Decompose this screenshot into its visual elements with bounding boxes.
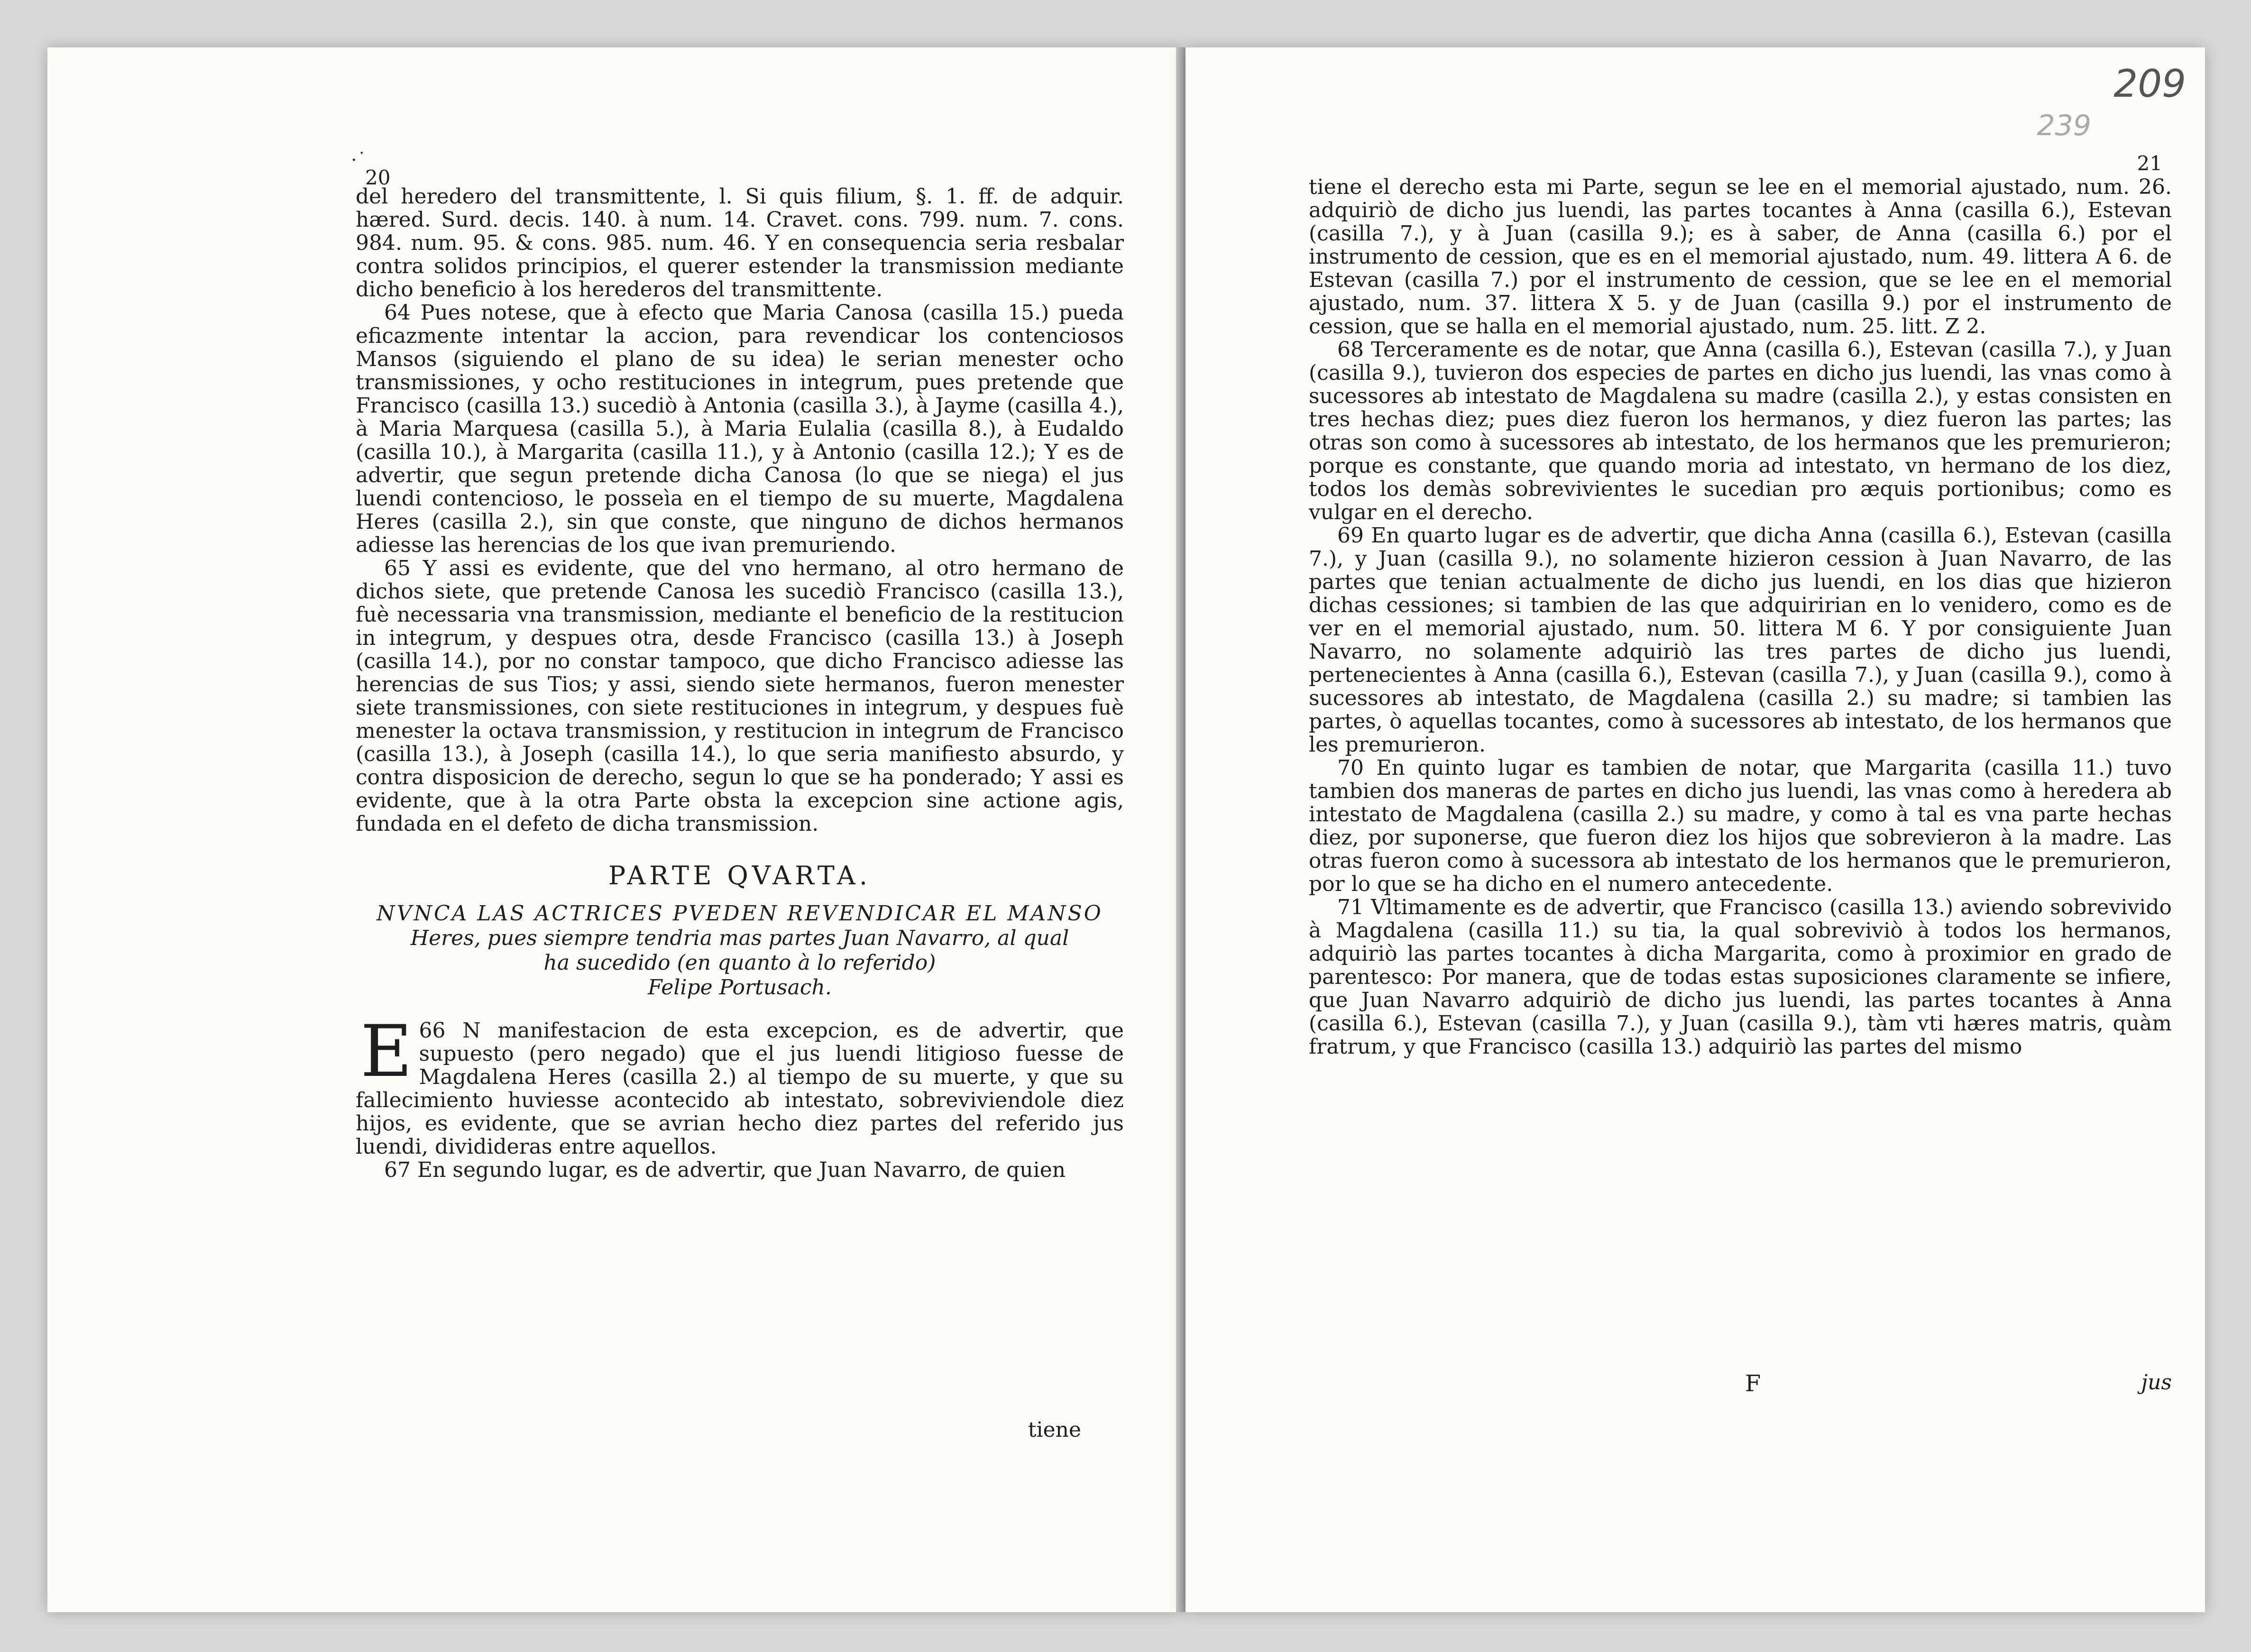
heading-line-2: Heres, pues siempre tendria mas partes Juan Navarro, al qual (410, 926, 1069, 950)
right-text-area (1309, 142, 2172, 1058)
paragraph-67: 67 En segundo lugar, es de advertir, que Juan Navarro, de quien (384, 1158, 1066, 1182)
left-page-number: 20 (365, 166, 391, 189)
paragraph-64: 64 Pues notese, que à efecto que Maria Canosa (casilla 15.) pueda eficazmente intentar la accion, para revendicar los contenciosos Mansos (siguiendo el plano de su idea) le serian menester ocho transmissiones, y ocho restituciones in integrum, pues pretende que Francisco (casilla 13.) sucediò à Antonia (casilla 3.), à Jayme (casilla 4.), à Maria Marquesa (casilla 5.), à Maria Eulalia (casilla 8.), à Eudaldo (casilla 10.), à Margarita (casilla 11.), y à Antonio (casilla 12.); Y es de advertir, que segun pretende dicha Canosa (lo que se niega) el jus luendi contencioso, le posseìa en el tiempo de su muerte, Magdalena Heres (casilla 2.), sin que conste, que ninguno de dichos hermanos adiesse las herencias de los que ivan premuriendo. (356, 301, 1124, 557)
right-page (1185, 47, 2205, 1612)
left-text-area (356, 152, 1124, 1182)
paragraph-69: 69 En quarto lugar es de advertir, que dicha Anna (casilla 6.), Estevan (casilla 7.), y Juan (casilla 9.), no solamente hizieron cession à Juan Navarro, de las partes que tenian actualmente de dicho jus luendi, en los dias que hizieron dichas cessiones; si tambien de las que adquiririan en lo venidero, como es de ver en el memorial ajustado, num. 50. littera M 6. Y por consiguiente Juan Navarro, no solamente adquiriò las tres partes de dicho jus luendi, pertenecientes à Anna (casilla 6.), Estevan (casilla 7.), y Juan (casilla 9.), como à sucessores ab intestato, de Magdalena (casilla 2.) su madre; si tambien las partes, ò aquellas tocantes, como à sucessores ab intestato, de los hermanos que les premurieron. (1309, 523, 2172, 757)
heading-line-1: NVNCA LAS ACTRICES PVEDEN REVENDICAR EL MANSO (377, 901, 1103, 926)
paragraph-66 (356, 1010, 1124, 1159)
paragraph-continuation: tiene el derecho esta mi Parte, segun se lee en el memorial ajustado, num. 26. adquiriò de dicho jus luendi, las partes tocantes à Anna (casilla 6.), Estevan (casilla 7.), y à Juan (casilla 9.); es à saber, de Anna (casilla 6.) por el instrumento de cession, que es en el memorial ajustado, num. 49. littera A 6. de Estevan (casilla 7.) por el instrumento de cession, que se lee en el memorial ajustado, num. 37. littera X 5. y de Juan (casilla 9.) por el instrumento de cession, que se halla en el memorial ajustado, num. 25. litt. Z 2. (1309, 175, 2172, 339)
drop-cap: E (360, 1010, 413, 1093)
heading-line-4: Felipe Portusach. (648, 975, 832, 1000)
paragraph-68: 68 Terceramente es de notar, que Anna (casilla 6.), Estevan (casilla 7.), y Juan (casilla 9.), tuvieron dos especies de partes en dicho jus luendi, las vnas como à sucessores ab intestato de Magdalena su madre (casilla 2.), y estas consisten en tres hechas diez; pues diez fueron los hermanos, y diez fueron las partes; las otras son como à sucessores ab intestato, de los hermanos que les premurieron; porque es constante, que quando moria ad intestato, vn hermano de los diez, todos los demàs sobrevivientes le sucedian pro æquis portionibus; como es vulgar en el derecho. (1309, 338, 2172, 524)
folio-annotation: 209 (2113, 62, 2186, 106)
left-catchword: tiene (1028, 1418, 1081, 1442)
left-page (47, 47, 1181, 1612)
paragraph-66-number: 66 (419, 1019, 446, 1043)
right-catchword: jus (2141, 1370, 2172, 1395)
paragraph-71: 71 Vltimamente es de advertir, que Francisco (casilla 13.) aviendo sobrevivido à Magdalena (casilla 11.) su tia, la qual sobreviviò à todos los hermanos, adquiriò las partes tocantes à dicha Margarita, como à proximior en grado de parentesco: Por manera, que de todas estas suposiciones claramente se infiere, que Juan Navarro adquiriò de dicho jus luendi, las partes tocantes à Anna (casilla 6.), Estevan (casilla 7.), y Juan (casilla 9.), tàm vti hæres matris, quàm fratrum, y que Francisco (casilla 13.) adquiriò las partes del mismo (1309, 895, 2172, 1059)
paragraph-65: 65 Y assi es evidente, que del vno hermano, al otro hermano de dichos siete, que pretende Canosa les sucediò Francisco (casilla 13.), fuè necessaria vna transmission, mediante el beneficio de la restitucion in integrum, y despues otra, desde Francisco (casilla 13.) à Joseph (casilla 14.), por no constar tampoco, que dicho Francisco adiesse las herencias de sus Tios; y assi, siendo siete hermanos, fueron menester siete transmissiones, con siete restituciones in integrum, y despues fuè menester la octava transmission, y restitucion in integrum de Francisco (casilla 13.), à Joseph (casilla 14.), lo que seria manifiesto absurdo, y contra disposicion de derecho, segun lo que se ha ponderado; Y assi es evidente, que à la otra Parte obsta la excepcion sine actione agis, fundada en el defeto de dicha transmission. (356, 556, 1124, 836)
section-heading (356, 901, 1124, 1000)
section-title: PARTE QVARTA. (608, 861, 872, 890)
paragraph-70: 70 En quinto lugar es tambien de notar, que Margarita (casilla 11.) tuvo tambien dos maneras de partes en dicho jus luendi, las vnas como à heredera ab intestato de Magdalena (casilla 2.) su madre, y como à tal es vna parte hechas diez, por suponerse, que fueron diez los hijos que sobrevieron à la madre. Las otras fueron como à sucessora ab intestato de los hermanos que le premurieron, por lo que se ha dicho en el numero antecedente. (1309, 756, 2172, 896)
right-page-number: 21 (2137, 152, 2162, 175)
ink-mark: ·˙ (351, 149, 367, 171)
folio-annotation-faded: 239 (2037, 109, 2091, 142)
heading-line-3: ha sucedido (en quanto à lo referido) (543, 951, 936, 975)
signature-mark: F (1745, 1370, 1761, 1397)
paragraph-continuation: del heredero del transmittente, l. Si quis filium, §. 1. ff. de adquir. hæred. Surd. decis. 140. à num. 14. Cravet. cons. 799. num. 7. cons. 984. num. 95. & cons. 985. num. 46. Y en consequencia seria resbalar contra solidos principios, el querer estender la transmission mediante dicho beneficio à los herederos del transmittente. (356, 184, 1124, 302)
paragraph-66-text: N manifestacion de esta excepcion, es de advertir, que supuesto (pero negado) que el jus luendi litigioso fuesse de Magdalena Heres (casilla 2.) al tiempo de su muerte, y que su fallecimiento huviesse acontecido ab intestato, sobreviviendole diez hijos, es evidente, que se avrian hecho diez partes del referido jus luendi, dividideras entre aquellos. (356, 1019, 1124, 1159)
